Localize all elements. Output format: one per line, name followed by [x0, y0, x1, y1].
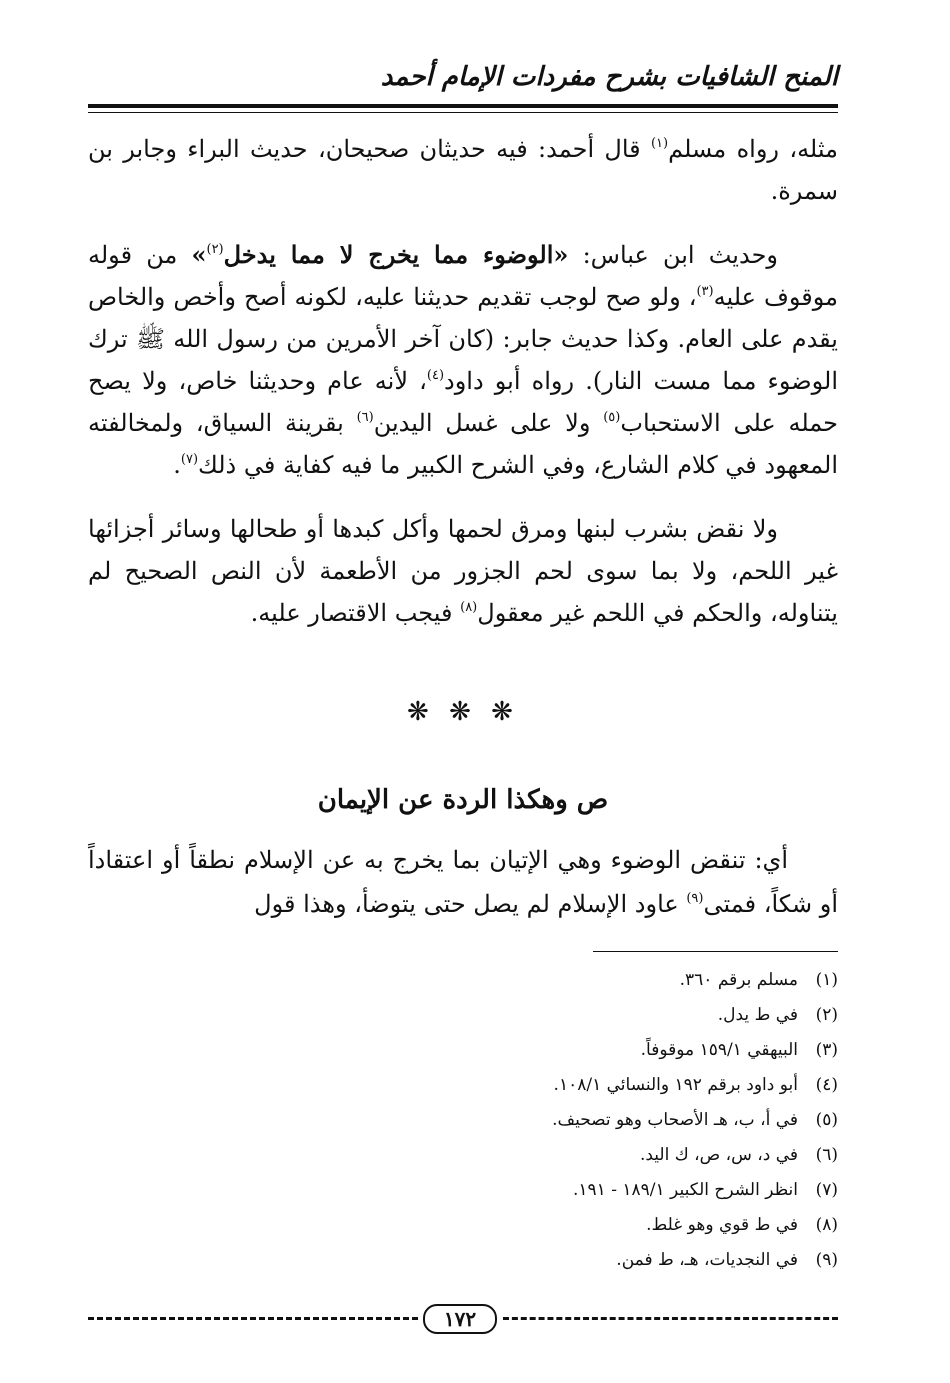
footnote-separator	[593, 951, 838, 952]
footnote-text: في ط يدل.	[717, 1005, 798, 1025]
text-run: ، ولو صح لوجب تقديم حديثنا عليه، لكونه أصح وأخص والخاص يقدم على العام. وكذا حديث جابر: (كان آخر الأمرين من رسول الله ﷺ ترك الوضوء مما مست النار). رواه أبو داود	[88, 283, 838, 395]
header-rule-thick	[88, 104, 838, 108]
footnote-number: (٤)	[815, 1075, 838, 1095]
header-rule-thin	[88, 112, 838, 113]
footnote-item	[88, 998, 838, 1033]
section-text	[88, 838, 838, 926]
footnote-number: (٢)	[815, 1005, 838, 1025]
text-run: قال أحمد: فيه حديثان صحيحان، حديث البراء وجابر بن سمرة.	[88, 135, 838, 205]
footnote-ref-3: (٣)	[696, 284, 714, 299]
book-page	[88, 0, 838, 1383]
text-run: مثله، رواه مسلم	[668, 135, 838, 163]
footnote-text: في ط قوي وهو غلط.	[646, 1215, 798, 1235]
footnote-text: في النجديات، هـ، ط فمن.	[616, 1250, 798, 1270]
footnote-item	[88, 963, 838, 998]
text-run: ولا على غسل اليدين	[373, 409, 604, 437]
text-run: .	[173, 451, 181, 479]
footnote-list	[88, 963, 838, 1278]
running-header-title: المنح الشافيات بشرح مفردات الإمام أحمد	[380, 62, 838, 92]
footnote-number: (٧)	[815, 1180, 838, 1200]
section-heading: ص وهكذا الردة عن الإيمان	[317, 785, 609, 815]
footnote-ref-4: (٤)	[426, 368, 445, 383]
footnote-text: انظر الشرح الكبير ١٨٩/١ - ١٩١.	[573, 1180, 798, 1200]
footnote-number: (٩)	[815, 1250, 838, 1270]
quoted-hadith: «الوضوء مما يخرج لا مما يدخل	[223, 240, 569, 269]
page-footer	[88, 1303, 838, 1333]
paragraph-1	[88, 128, 838, 212]
main-text	[88, 128, 838, 634]
footnote-text: في د، س، ص، ك اليد.	[639, 1145, 798, 1165]
footnote-ref-5: (٥)	[603, 410, 621, 425]
footnote-text: البيهقي ١٥٩/١ موقوفاً.	[640, 1040, 798, 1060]
footnote-number: (٦)	[815, 1145, 838, 1165]
footnote-item	[88, 1208, 838, 1243]
footnote-item	[88, 1138, 838, 1173]
quote-close: »	[191, 240, 207, 269]
footnote-ref-2: (٢)	[206, 242, 224, 257]
header-rule	[88, 104, 838, 116]
footnote-number: (٣)	[815, 1040, 838, 1060]
text-run: بقرينة السياق، ولمخالفته المعهود في كلام الشارع، وفي الشرح الكبير ما فيه كفاية في ذلك	[88, 409, 838, 479]
footnote-number: (٥)	[815, 1110, 838, 1130]
footnote-ref-8: (٨)	[460, 600, 478, 615]
text-run: ولا نقض بشرب لبنها ومرق لحمها وأكل كبدها أو طحالها وسائر أجزائها غير اللحم، ولا بما سوى لحم الجزور من الأطعمة لأن النص الصحيح لم يتناوله، والحكم في اللحم غير معقول	[88, 515, 838, 627]
footnote-item	[88, 1103, 838, 1138]
text-run: وحديث ابن عباس:	[568, 241, 779, 269]
footnote-text: في أ، ب، هـ الأصحاب وهو تصحيف.	[552, 1110, 798, 1130]
footer-dashed-rule-left	[88, 1317, 418, 1320]
section-paragraph	[88, 838, 838, 926]
text-run: ، لأنه عام وحديثنا خاص، ولا يصح حمله على الاستحباب	[88, 367, 838, 437]
section-separator-stars: ❋ ❋ ❋	[407, 697, 519, 727]
text-run: عاود الإسلام لم يصل حتى يتوضأ، وهذا قول	[254, 890, 687, 918]
paragraph-2	[88, 234, 838, 486]
footnote-ref-6: (٦)	[356, 410, 374, 425]
footnote-item	[88, 1033, 838, 1068]
footnote-item	[88, 1068, 838, 1103]
footnote-ref-1: (١)	[650, 136, 669, 151]
footnote-item	[88, 1173, 838, 1208]
text-run: فيجب الاقتصار عليه.	[250, 599, 461, 627]
footnote-ref-9: (٩)	[686, 891, 704, 906]
footnote-item	[88, 1243, 838, 1278]
footnote-number: (٨)	[815, 1215, 838, 1235]
text-run: أي: تنقض الوضوء وهي الإتيان بما يخرج به عن الإسلام نطقاً أو اعتقاداً أو شكاً، فمتى	[88, 846, 838, 918]
text-run: من قوله موقوف عليه	[88, 241, 838, 311]
footnote-ref-7: (٧)	[180, 452, 199, 467]
paragraph-3	[88, 508, 838, 634]
page-number-badge: ١٧٢	[423, 1304, 497, 1334]
footnote-number: (١)	[815, 970, 838, 990]
footer-dashed-rule-right	[503, 1317, 838, 1320]
footnote-text: مسلم برقم ٣٦٠.	[679, 970, 798, 990]
footnote-text: أبو داود برقم ١٩٢ والنسائي ١٠٨/١.	[553, 1075, 798, 1095]
